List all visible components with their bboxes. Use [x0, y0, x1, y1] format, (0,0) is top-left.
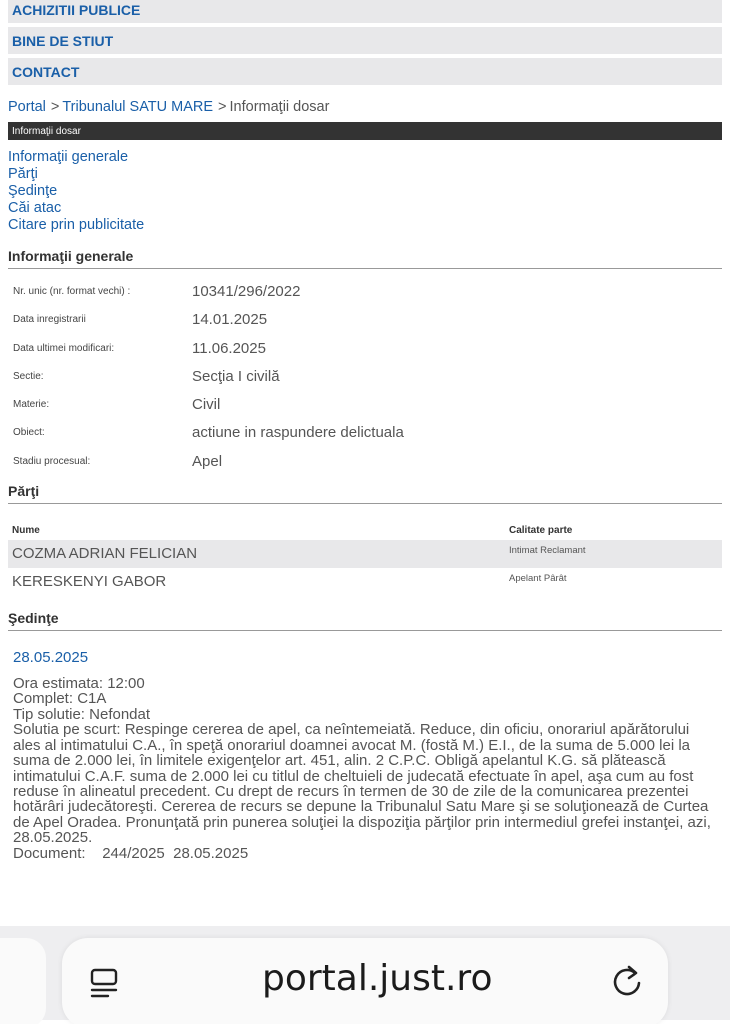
- sedinta-tip-solutie: Tip solutie: Nefondat: [13, 705, 151, 723]
- party-role: Apelant Pârât: [509, 573, 567, 585]
- party-name: COZMA ADRIAN FELICIAN: [12, 545, 198, 563]
- info-value: actiune in raspundere delictuala: [192, 424, 404, 442]
- nav-bine-de-stiut[interactable]: [8, 27, 722, 54]
- breadcrumb-separator: >: [218, 99, 227, 115]
- info-value: Apel: [192, 452, 223, 470]
- sedinta-entry: [13, 649, 717, 861]
- table-row: [8, 540, 722, 568]
- reader-menu-icon[interactable]: [88, 966, 120, 1000]
- section-header-bar: Informaţii dosar: [8, 122, 722, 140]
- table-row: [8, 568, 722, 596]
- sedinta-date: 28.05.2025: [13, 649, 89, 667]
- info-value: Civil: [192, 396, 221, 414]
- sedinta-ora: Ora estimata: 12:00: [13, 675, 145, 693]
- info-label: Data inregistrarii: [13, 314, 86, 326]
- nav-label[interactable]: BINE DE STIUT: [12, 32, 114, 49]
- column-header-nume: Nume: [12, 524, 40, 536]
- info-value: 10341/296/2022: [192, 283, 301, 300]
- general-info-table: [8, 283, 722, 481]
- sedinta-complet: Complet: C1A: [13, 690, 107, 708]
- nav-achizitii-publice[interactable]: [8, 0, 722, 23]
- section-title-parti: Părţi: [8, 483, 722, 504]
- table-of-contents: [8, 149, 722, 234]
- column-header-calitate: Calitate parte: [509, 524, 573, 536]
- party-name: KERESKENYI GABOR: [12, 573, 167, 591]
- info-row: [8, 368, 722, 396]
- info-row: [8, 340, 722, 368]
- breadcrumb-portal-link[interactable]: Portal: [8, 99, 46, 115]
- info-row: [8, 311, 722, 339]
- toc-link-sedinte[interactable]: Şedinţe: [8, 183, 58, 199]
- nav-contact[interactable]: [8, 58, 722, 85]
- breadcrumb-tribunal-link[interactable]: Tribunalul SATU MARE: [62, 99, 214, 115]
- toc-link-informatii-generale[interactable]: Informaţii generale: [8, 149, 129, 165]
- breadcrumb-separator: >: [50, 99, 60, 115]
- info-label: Obiect:: [13, 427, 45, 439]
- info-value: Secţia I civilă: [192, 367, 280, 385]
- nav-label[interactable]: CONTACT: [12, 63, 80, 80]
- info-label: Sectie:: [13, 370, 44, 382]
- reload-icon[interactable]: [610, 964, 644, 998]
- breadcrumb: [8, 97, 722, 117]
- info-value: 11.06.2025: [192, 339, 266, 357]
- party-role: Intimat Reclamant: [509, 545, 586, 557]
- sedinta-details: [13, 676, 717, 861]
- toc-link-cai-atac[interactable]: Căi atac: [8, 200, 62, 216]
- nav-label[interactable]: ACHIZITII PUBLICE: [12, 1, 141, 18]
- info-row: [8, 283, 722, 311]
- info-label: Nr. unic (nr. format vechi) :: [13, 286, 131, 297]
- section-title-sedinte: Şedinţe: [8, 610, 722, 631]
- info-row: [8, 396, 722, 424]
- toc-link-parti[interactable]: Părţi: [8, 166, 38, 182]
- url-text[interactable]: portal.just.ro: [262, 958, 493, 999]
- top-nav: [0, 0, 730, 85]
- info-value: 14.01.2025: [192, 311, 268, 329]
- info-row: [8, 424, 722, 452]
- browser-tab-pill[interactable]: [0, 938, 46, 1024]
- sedinta-document: Document: 244/2025 28.05.2025: [13, 844, 249, 862]
- info-row: [8, 453, 722, 481]
- section-title-general: Informaţii generale: [8, 248, 722, 269]
- address-bar[interactable]: [62, 938, 668, 1024]
- info-label: Data ultimei modificari:: [13, 342, 115, 354]
- info-label: Stadiu procesual:: [13, 455, 91, 467]
- info-label: Materie:: [13, 399, 50, 411]
- toc-link-citare[interactable]: Citare prin publicitate: [8, 217, 145, 233]
- sedinta-solutie: Solutia pe scurt: Respinge cererea de apel, ca neîntemeiată. Reduce, din oficiu, onorariul apărătorului ales al intimatului C.A., în speţă onorariul doamnei avocat M. (fostă M.) E.I., de la suma de 5.000 lei la suma de 2.000 lei, în limitele exigenţelor art. 451, alin. 2 C.P.C. Obligă apelantul K.G. să plătească intimatului C.A.F. suma de 2.000 lei cu titlul de cheltuieli de judecată efectuate în apel, aşa cum au fost reduse în alineatul precedent. Cu drept de recurs în termen de 30 de zile de la comunicarea prezentei hotărâri judecătoreşti. Cererea de recurs se depune la Tribunalul Satu Mare şi se soluţionează de Curtea de Apel Oradea. Pronunţată prin punerea soluţiei la dispoziţia părţilor prin intermediul grefei instanţei, azi, 28.05.2025.: [13, 721, 711, 847]
- breadcrumb-current: Informaţii dosar: [229, 99, 330, 115]
- parti-table-header: [8, 520, 722, 540]
